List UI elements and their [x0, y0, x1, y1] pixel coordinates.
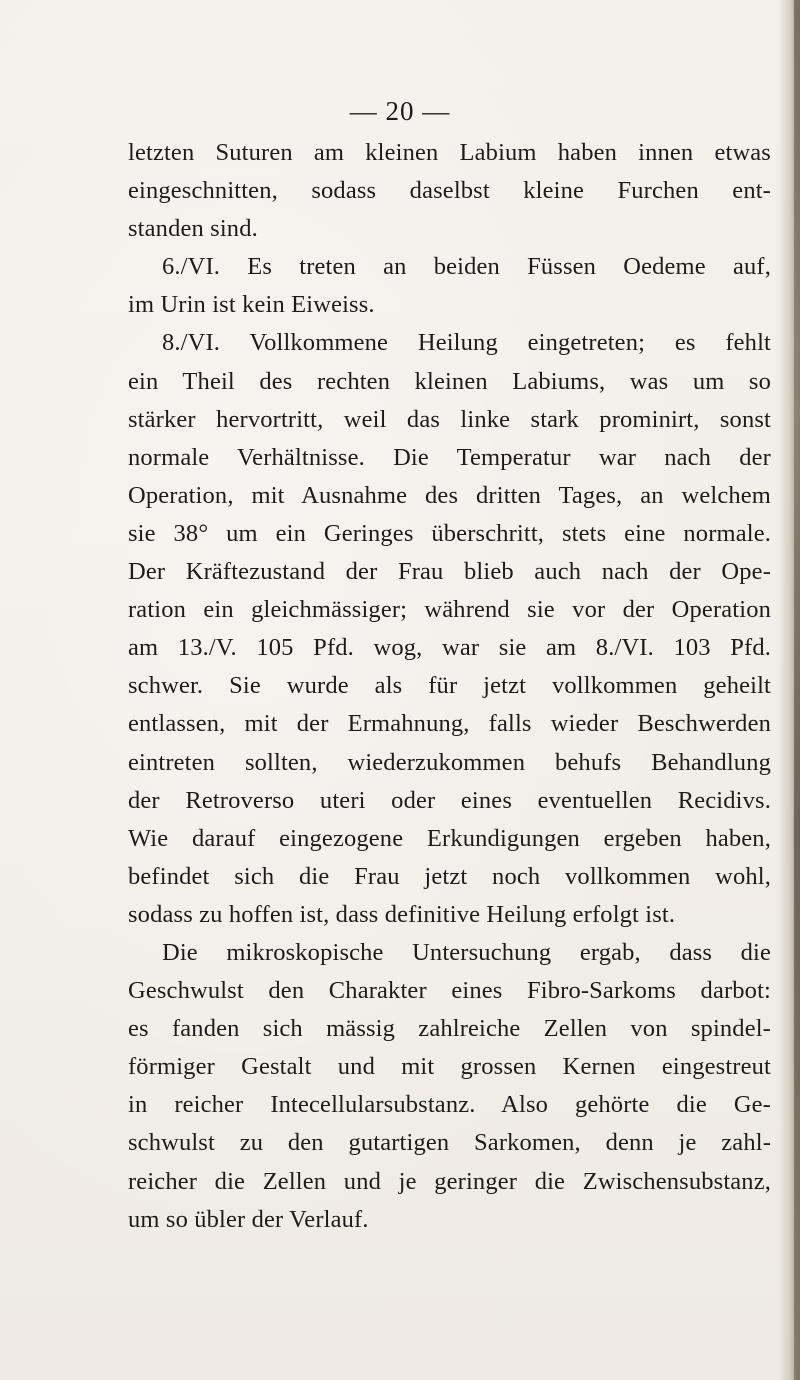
text-line: eingeschnitten, sodass daselbst kleine Furchen ent- [128, 177, 771, 205]
text-line: ein Theil des rechten kleinen Labiums, was um so [128, 367, 771, 395]
text-line: 8./VI. Vollkommene Heilung eingetreten; es fehlt [162, 329, 771, 357]
page-number: — 20 — [349, 96, 451, 126]
text-line: ration ein gleichmässiger; während sie vor der Operation [128, 596, 771, 624]
text-line: schwulst zu den gutartigen Sarkomen, denn je zahl- [128, 1129, 771, 1157]
text-line: stärker hervortritt, weil das linke stark prominirt, sonst [128, 405, 771, 433]
text-line: der Retroverso uteri oder eines eventuellen Recidivs. [128, 786, 771, 814]
text-line: förmiger Gestalt und mit grossen Kernen eingestreut [128, 1053, 771, 1081]
text-line: 6./VI. Es treten an beiden Füssen Oedeme auf, [162, 253, 771, 281]
text-line: reicher die Zellen und je geringer die Zwischensubstanz, [128, 1167, 771, 1195]
text-line: in reicher Intecellularsubstanz. Also gehörte die Ge- [128, 1091, 771, 1119]
text-line: befindet sich die Frau jetzt noch vollkommen wohl, [128, 862, 771, 890]
text-line: im Urin ist kein Eiweiss. [128, 291, 375, 319]
text-line: Geschwulst den Charakter eines Fibro-Sarkoms darbot: [128, 977, 771, 1005]
text-line: entlassen, mit der Ermahnung, falls wieder Beschwerden [128, 710, 771, 738]
text-line: normale Verhältnisse. Die Temperatur war nach der [128, 443, 771, 471]
text-line: es fanden sich mässig zahlreiche Zellen von spindel- [128, 1015, 771, 1043]
text-line: am 13./V. 105 Pfd. wog, war sie am 8./VI. 103 Pfd. [128, 634, 771, 662]
text-line: Die mikroskopische Untersuchung ergab, dass die [162, 938, 771, 966]
page-edge [794, 0, 800, 1380]
text-line: sodass zu hoffen ist, dass definitive Heilung erfolgt ist. [128, 900, 676, 928]
text-line: letzten Suturen am kleinen Labium haben innen etwas [128, 139, 771, 166]
text-line: sie 38° um ein Geringes überschritt, stets eine normale. [128, 519, 771, 547]
body-text [128, 134, 771, 1239]
text-line: Operation, mit Ausnahme des dritten Tages, an welchem [128, 481, 771, 509]
text-line: Der Kräftezustand der Frau blieb auch nach der Ope- [128, 558, 771, 586]
text-line: eintreten sollten, wiederzukommen behufs Behandlung [128, 748, 771, 776]
text-line: Wie darauf eingezogene Erkundigungen ergeben haben, [128, 824, 771, 852]
text-line: standen sind. [128, 215, 258, 243]
text-line: schwer. Sie wurde als für jetzt vollkommen geheilt [128, 672, 771, 700]
text-line: um so übler der Verlauf. [128, 1205, 369, 1233]
